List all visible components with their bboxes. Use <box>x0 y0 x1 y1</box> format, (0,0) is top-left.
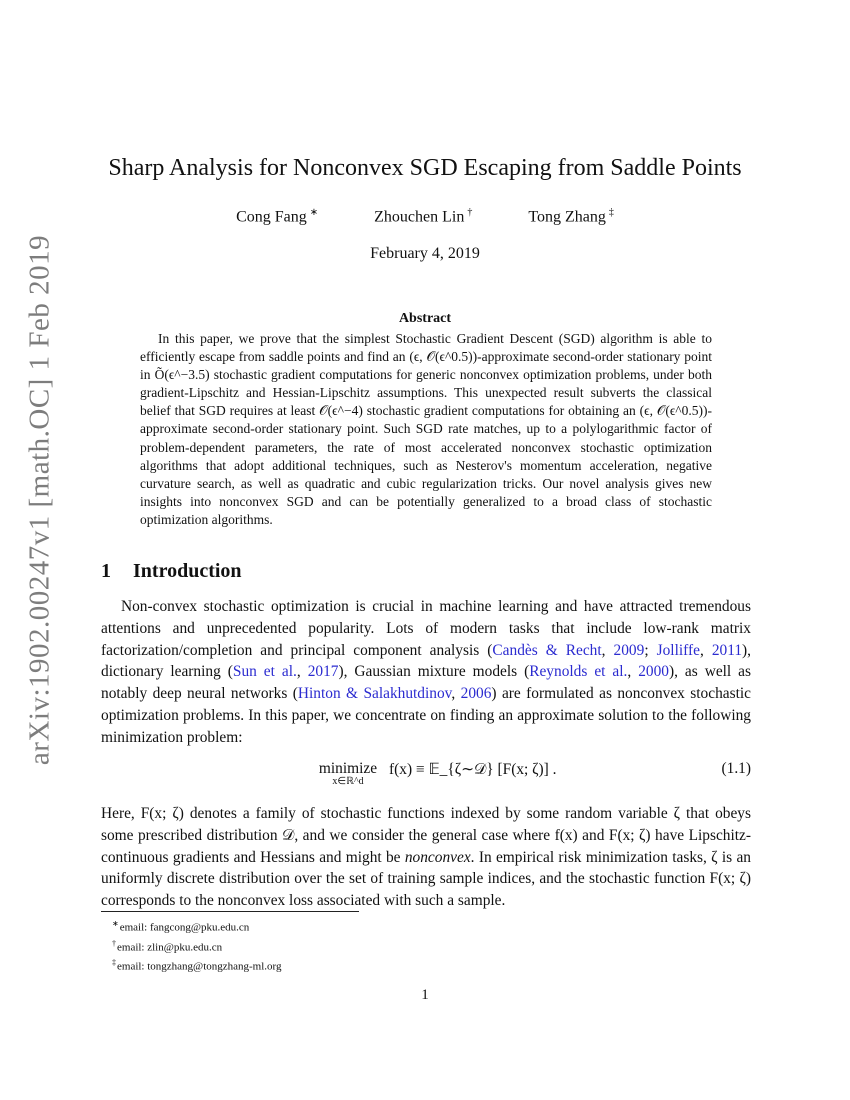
citation-link[interactable]: Hinton & Salakhutdinov <box>297 685 452 703</box>
footnote-divider <box>101 911 359 912</box>
citation-link[interactable]: Jolliffe <box>656 641 700 659</box>
paper-title: Sharp Analysis for Nonconvex SGD Escaping from Saddle Points <box>108 155 742 181</box>
citation-link[interactable]: Sun et al. <box>232 663 297 681</box>
footnote <box>112 916 282 936</box>
abstract-text: In this paper, we prove that the simplest Stochastic Gradient Descent (SGD) algorithm is able to efficiently escape from saddle points and find an (ϵ, 𝒪(ϵ^0.5))-approximate second-order stationary point in Õ(ϵ^−3.5) stochastic gradient computations for generic nonconvex optimization problems, under both gradient-Lipschitz and Hessian-Lipschitz assumptions. This unexpected result subverts the classical belief that SGD requires at least 𝒪(ϵ^−4) stochastic gradient computations for obtaining an (ϵ, 𝒪(ϵ^0.5))-approximate second-order stationary point. Such SGD rate matches, up to a polylogarithmic factor of problem-dependent parameters, the rate of most accelerated nonconvex stochastic optimization algorithms that adopt additional techniques, such as Nesterov's momentum acceleration, negative curvature search, as well as quadratic and cubic regularization tricks. Our novel analysis gives new insights into nonconvex SGD and can be potentially generalized to a broad class of stochastic optimization algorithms. <box>140 331 712 527</box>
intro-paragraph-2 <box>101 803 751 912</box>
equation-operator-word: minimize <box>318 760 378 777</box>
author-footnote-mark: ∗ <box>309 207 319 218</box>
text-run: ; <box>644 641 657 659</box>
author <box>236 207 318 226</box>
footnote-text: email: fangcong@pku.edu.cn <box>119 921 250 934</box>
section-title: Introduction <box>133 560 242 582</box>
text-run: ), dictionary learning ( <box>101 641 752 681</box>
author-footnote-mark: ‡ <box>608 207 614 218</box>
footnote-mark: † <box>112 938 116 948</box>
author-list <box>0 207 850 226</box>
footnote-text: email: tongzhang@tongzhang-ml.org <box>117 960 282 973</box>
footnote-list <box>112 916 282 975</box>
author <box>528 207 614 226</box>
text-run: , <box>451 685 461 703</box>
equation-subscript: x∈ℝ^d <box>332 776 364 787</box>
text-run: ) are formulated as nonconvex stochastic optimization problems. In this paper, we concentrate on finding an approximate solution to the following minimization problem: <box>101 685 751 746</box>
paper-date: February 4, 2019 <box>370 245 480 262</box>
emphasis-text: nonconvex <box>404 848 471 866</box>
text-run: , <box>627 663 639 681</box>
arxiv-side-identifier: arXiv:1902.00247v1 [math.OC] 1 Feb 2019 <box>23 234 56 766</box>
equation-operator <box>313 760 383 787</box>
text-run: Here, F(x; ζ) denotes a family of stochastic functions indexed by some random variable ζ that obeys some prescribed distribution 𝒟, and we consider the general case where f(x) and F(x; ζ) have Lipschitz-continuous gradients and Hessians and might be <box>101 805 751 866</box>
citation-link[interactable]: 2009 <box>613 641 645 659</box>
author-footnote-mark: † <box>467 207 473 218</box>
author <box>374 207 472 226</box>
equation-1-1 <box>101 760 751 796</box>
text-run: . In empirical risk minimization tasks, ζ is an uniformly discrete distribution over the set of training sample indices, and the stochastic function F(x; ζ) corresponds to the nonconvex loss associated with such a sample. <box>101 848 751 910</box>
text-run: ), as well as notably deep neural networks ( <box>101 663 751 703</box>
citation-link[interactable]: 2006 <box>460 685 492 703</box>
author-name: Cong Fang <box>236 208 307 226</box>
page-number: 1 <box>421 987 429 1003</box>
citation-link[interactable]: Candès & Recht <box>492 641 602 659</box>
citation-link[interactable]: Reynolds et al. <box>529 663 628 681</box>
author-name: Tong Zhang <box>528 208 606 226</box>
author-name: Zhouchen Lin <box>374 208 465 226</box>
footnote-mark: ‡ <box>112 958 116 968</box>
equation-number: (1.1) <box>721 760 751 777</box>
intro-paragraph-1 <box>101 596 751 749</box>
section-heading <box>101 560 242 583</box>
abstract-heading: Abstract <box>398 311 452 326</box>
text-run: , <box>296 663 308 681</box>
section-number: 1 <box>101 560 111 582</box>
citation-link[interactable]: 2011 <box>711 641 743 659</box>
text-run: , <box>699 641 712 659</box>
equation-body: f(x) ≡ 𝔼_{ζ∼𝒟} [F(x; ζ)] . <box>389 761 557 778</box>
footnote <box>112 936 282 956</box>
text-run: Non-convex stochastic optimization is crucial in machine learning and have attracted tremendous attentions and unprecedented popularity. Lots of modern tasks that include low-rank matrix factorization/completion and principal component analysis ( <box>101 598 751 659</box>
footnote-text: email: zlin@pku.edu.cn <box>117 941 223 954</box>
text-run: ), Gaussian mixture models ( <box>338 663 530 681</box>
citation-link[interactable]: 2000 <box>638 663 669 681</box>
footnote-mark: ∗ <box>112 919 119 928</box>
text-run: , <box>601 641 614 659</box>
citation-link[interactable]: 2017 <box>307 663 339 681</box>
footnote <box>112 955 282 975</box>
